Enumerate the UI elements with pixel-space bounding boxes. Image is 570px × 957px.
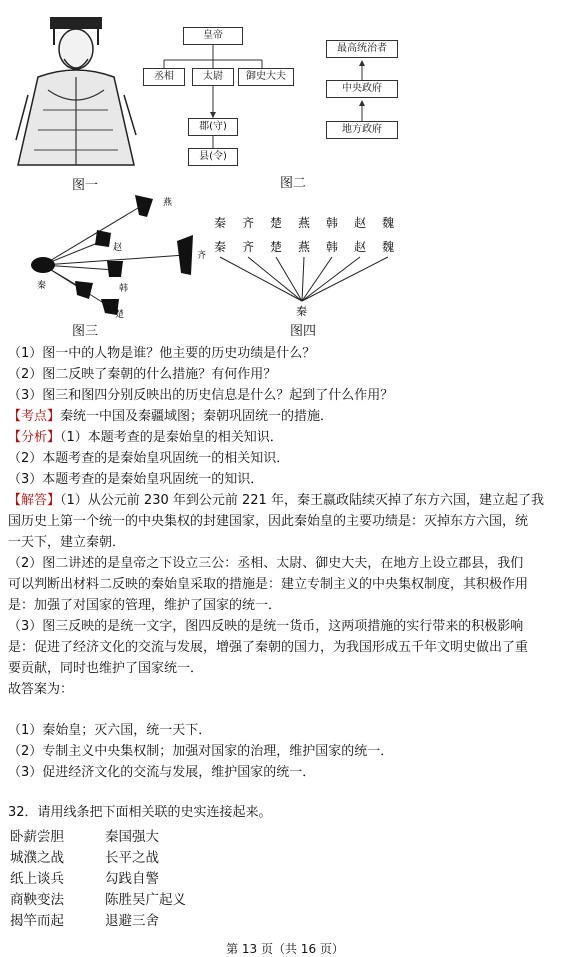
q32-left-4: 商鞅变法 — [10, 892, 64, 908]
script-spread-diagram — [15, 195, 215, 320]
answer-2: （2）专制主义中央集权制；加强对国家的治理，维护国家的统一． — [8, 744, 394, 759]
fig1-caption: 图一 — [72, 178, 99, 193]
q32-title: 32．请用线条把下面相关联的史实连接起来。 — [8, 805, 272, 820]
answer-1: （1）秦始皇；灭六国，统一天下． — [8, 723, 212, 738]
fig4-link-0 — [220, 257, 302, 301]
fig4-link-4 — [302, 257, 332, 301]
kaodian-line — [8, 406, 333, 427]
currency-diagram — [210, 215, 410, 320]
fig3-label-zhao: 赵 — [113, 243, 123, 253]
box-commandery: 郡(守) — [188, 118, 238, 136]
box-top-ruler: 最高统治者 — [326, 40, 398, 58]
fig4-state-6: 魏 — [382, 216, 395, 230]
jieda-line-10: 故答案为： — [8, 682, 74, 697]
fenxi-line-3: （3）本题考查的是秦始皇巩固统一的知识． — [8, 472, 264, 487]
box-censor: 御史大夫 — [238, 68, 294, 86]
q32-right-1: 秦国强大 — [105, 829, 159, 845]
fig3-label-qin: 秦 — [37, 281, 47, 291]
question-2: （2）图二反映了秦朝的什么措施？有何作用？ — [8, 367, 277, 382]
fig4-link-1 — [248, 257, 302, 301]
fig2-caption: 图二 — [280, 176, 307, 191]
fig4-link-5 — [302, 257, 360, 301]
q32-right-2: 长平之战 — [105, 850, 159, 866]
fig4-caption: 图四 — [290, 324, 317, 339]
fig3-label-han: 韩 — [119, 284, 129, 294]
jieda-first: （1）从公元前 230 年到公元前 221 年，秦王嬴政陆续灭掉了东方六国，建立起了我 — [60, 493, 544, 508]
kaodian-text: 秦统一中国及秦疆域图；秦朝巩固统一的措施． — [60, 409, 334, 424]
fig3-caption: 图三 — [72, 324, 99, 339]
jieda-line — [8, 490, 544, 511]
box-county: 县(令) — [188, 148, 238, 166]
fig4-glyph-3: 燕 — [298, 240, 311, 254]
fig4-state-4: 韩 — [326, 216, 339, 230]
fenxi-line-1: （1）本题考查的是秦始皇的相关知识． — [60, 430, 283, 445]
fenxi-tag: 【分析】 — [8, 430, 61, 445]
box-emperor: 皇帝 — [183, 27, 243, 45]
fig4-link-6 — [302, 257, 388, 301]
fig4-center: 秦 — [296, 305, 307, 318]
fig4-glyph-5: 赵 — [354, 240, 367, 254]
jieda-line-7: （3）图三反映的是统一文字，图四反映的是统一货币，这两项措施的实行带来的积极影响 — [8, 619, 524, 634]
fig3-label-yan: 燕 — [163, 198, 173, 208]
jieda-line-3: 一天下，建立秦朝． — [8, 535, 126, 550]
fenxi-line-2: （2）本题考查的是秦始皇巩固统一的相关知识． — [8, 451, 290, 466]
fig-right-arrows — [355, 58, 369, 122]
fig3-label-chu: 楚 — [115, 310, 125, 320]
question-3: （3）图三和图四分别反映出的历史信息是什么？起到了什么作用？ — [8, 388, 394, 403]
fig4-glyph-0: 秦 — [214, 240, 227, 254]
q32-left-3: 纸上谈兵 — [10, 871, 64, 887]
box-local-gov: 地方政府 — [326, 121, 398, 139]
jieda-tag: 【解答】 — [8, 493, 61, 508]
fig4-state-1: 齐 — [242, 216, 255, 230]
box-chancellor: 丞相 — [143, 68, 185, 86]
jieda-line-4: （2）图二讲述的是皇帝之下设立三公：丞相、太尉、御史大夫，在地方上设立郡县，我们 — [8, 556, 524, 571]
jieda-line-9: 要贡献，同时也维护了国家统一． — [8, 661, 204, 676]
answer-3: （3）促进经济文化的交流与发展，维护国家的统一． — [8, 765, 316, 780]
fig4-state-5: 赵 — [354, 216, 367, 230]
jieda-line-8: 是：促进了经济文化的交流与发展，增强了秦朝的国力，为我国形成五千年文明史做出了重 — [8, 640, 529, 655]
box-taiwei: 太尉 — [192, 68, 234, 86]
fenxi-line — [8, 427, 283, 448]
jieda-line-5: 可以判断出材料二反映的秦始皇采取的措施是：建立专制主义的中央集权制度，其积极作用 — [8, 577, 529, 592]
fig4-state-3: 燕 — [298, 216, 311, 230]
emperor-illustration — [8, 15, 143, 170]
fig4-state-2: 楚 — [270, 216, 283, 230]
fig3-label-qi: 齐 — [197, 251, 207, 261]
kaodian-tag: 【考点】 — [8, 409, 61, 424]
fig4-glyph-2: 楚 — [270, 240, 283, 254]
fig4-glyph-1: 齐 — [242, 240, 255, 254]
jieda-line-6: 是：加强了对国家的管理，维护了国家的统一． — [8, 598, 282, 613]
box-central-gov: 中央政府 — [326, 80, 398, 98]
q32-left-2: 城濮之战 — [10, 850, 64, 866]
q32-right-3: 勾践自警 — [105, 871, 159, 887]
fig4-glyph-6: 魏 — [382, 240, 395, 254]
jieda-line-2: 国历史上第一个统一的中央集权的封建国家，因此秦始皇的主要功绩是：灭掉东方六国，统 — [8, 514, 529, 529]
question-1: （1）图一中的人物是谁？他主要的历史功绩是什么？ — [8, 346, 316, 361]
fig4-link-3 — [302, 257, 304, 301]
fig4-state-0: 秦 — [214, 216, 227, 230]
q32-right-5: 退避三舍 — [105, 913, 159, 929]
fig4-glyph-4: 韩 — [326, 240, 339, 254]
page-footer: 第 13 页（共 16 页） — [226, 942, 344, 956]
q32-left-1: 卧薪尝胆 — [10, 829, 64, 845]
q32-right-4: 陈胜吴广起义 — [105, 892, 186, 908]
q32-left-5: 揭竿而起 — [10, 913, 64, 929]
